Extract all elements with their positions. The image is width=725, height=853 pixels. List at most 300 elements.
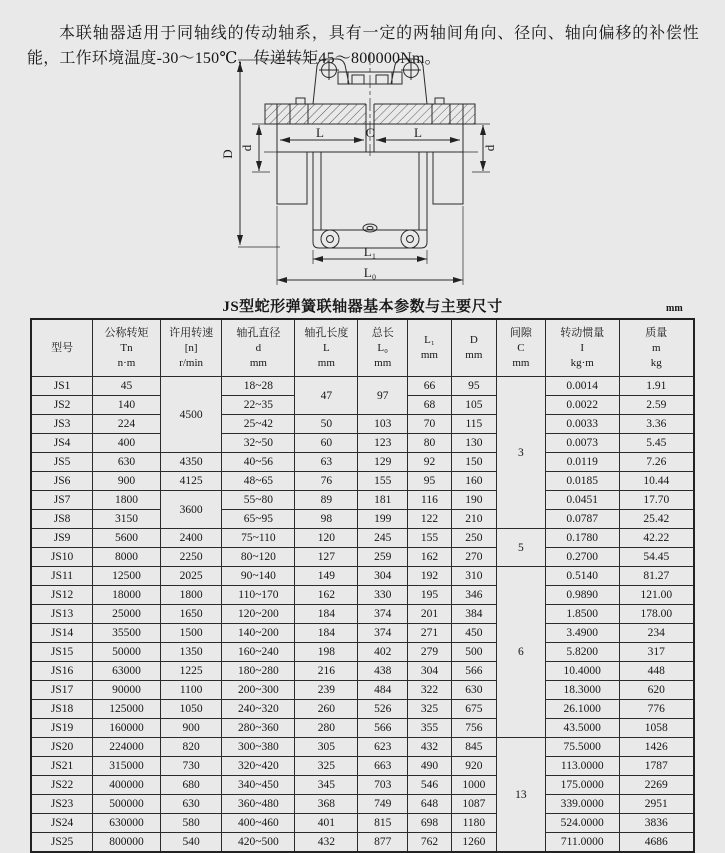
table-cell: 524.0000 (545, 814, 619, 833)
table-cell: JS4 (31, 434, 93, 453)
table-cell: 18000 (93, 586, 161, 605)
table-cell: 210 (451, 510, 496, 529)
table-cell: 0.0119 (545, 453, 619, 472)
table-cell: 3150 (93, 510, 161, 529)
table-cell: 4350 (160, 453, 222, 472)
table-cell: 122 (408, 510, 452, 529)
table-cell: 149 (295, 567, 358, 586)
table-cell: 103 (358, 415, 408, 434)
table-cell: 384 (451, 605, 496, 624)
table-cell: 92 (408, 453, 452, 472)
table-cell: 127 (295, 548, 358, 567)
table-cell: JS18 (31, 700, 93, 719)
table-row (31, 567, 694, 586)
table-cell: 3 (496, 377, 545, 529)
table-cell: 234 (619, 624, 694, 643)
table-cell: 345 (295, 776, 358, 795)
table-cell: 97 (358, 377, 408, 415)
table-cell: 98 (295, 510, 358, 529)
table-cell: 260 (295, 700, 358, 719)
table-cell: 630 (451, 681, 496, 700)
table-cell: 4125 (160, 472, 222, 491)
table-cell: 320~420 (222, 757, 295, 776)
table-cell: 0.0022 (545, 396, 619, 415)
table-cell: 1350 (160, 643, 222, 662)
table-cell: 0.5140 (545, 567, 619, 586)
table-cell: JS22 (31, 776, 93, 795)
table-cell: 762 (408, 833, 452, 853)
table-cell: 1787 (619, 757, 694, 776)
table-cell: 271 (408, 624, 452, 643)
col-header-big-d: D mm (451, 319, 496, 377)
table-cell: 80~120 (222, 548, 295, 567)
table-cell: 129 (358, 453, 408, 472)
table-cell: 4500 (160, 377, 222, 453)
label-D: D (220, 149, 235, 159)
table-cell: 130 (451, 434, 496, 453)
table-cell: 13 (496, 738, 545, 853)
table-cell: 250 (451, 529, 496, 548)
table-cell: 89 (295, 491, 358, 510)
table-cell: 6 (496, 567, 545, 738)
table-cell: JS1 (31, 377, 93, 396)
table-cell: 3600 (160, 491, 222, 529)
table-cell: 80 (408, 434, 452, 453)
table-cell: 2400 (160, 529, 222, 548)
table-cell: 1650 (160, 605, 222, 624)
table-cell: 155 (408, 529, 452, 548)
table-cell: JS20 (31, 738, 93, 757)
table-cell: 1087 (451, 795, 496, 814)
table-cell: 304 (358, 567, 408, 586)
table-cell: 181 (358, 491, 408, 510)
table-cell: 121.00 (619, 586, 694, 605)
col-header-bore-dia: 轴孔直径 d mm (222, 319, 295, 377)
table-cell: 178.00 (619, 605, 694, 624)
table-cell: 1800 (93, 491, 161, 510)
table-cell: 0.9890 (545, 586, 619, 605)
table-cell: 95 (451, 377, 496, 396)
table-row (31, 776, 694, 795)
table-cell: 43.5000 (545, 719, 619, 738)
table-cell: JS24 (31, 814, 93, 833)
table-cell: 201 (408, 605, 452, 624)
table-cell: 401 (295, 814, 358, 833)
table-cell: 45 (93, 377, 161, 396)
label-d-right: d (482, 144, 497, 152)
col-header-torque: 公称转矩 Tn n·m (93, 319, 161, 377)
table-cell: 438 (358, 662, 408, 681)
table-cell: 2250 (160, 548, 222, 567)
table-cell: 63 (295, 453, 358, 472)
table-cell: 400~460 (222, 814, 295, 833)
table-cell: 48~65 (222, 472, 295, 491)
table-cell: 25.42 (619, 510, 694, 529)
table-cell: 68 (408, 396, 452, 415)
table-cell: 259 (358, 548, 408, 567)
table-cell: JS14 (31, 624, 93, 643)
table-cell: 18.3000 (545, 681, 619, 700)
table-cell: 116 (408, 491, 452, 510)
table-cell: 1.8500 (545, 605, 619, 624)
table-cell: 900 (93, 472, 161, 491)
table-cell: 0.1780 (545, 529, 619, 548)
table-cell: 484 (358, 681, 408, 700)
table-cell: 820 (160, 738, 222, 757)
table-row (31, 491, 694, 510)
table-unit-note: mm (666, 303, 683, 314)
table-cell: 355 (408, 719, 452, 738)
table-cell: 546 (408, 776, 452, 795)
spec-table-body (31, 377, 694, 853)
table-cell: JS9 (31, 529, 93, 548)
table-cell: 12500 (93, 567, 161, 586)
table-cell: 5.8200 (545, 643, 619, 662)
table-cell: 432 (295, 833, 358, 853)
spec-header-row (31, 319, 694, 377)
label-L1: L₁ (363, 244, 377, 259)
table-cell: 224 (93, 415, 161, 434)
table-cell: 340~450 (222, 776, 295, 795)
table-cell: 65~95 (222, 510, 295, 529)
intro-paragraph: 本联轴器适用于同轴线的传动轴系，具有一定的两轴间角向、径向、轴向偏移的补偿性能，工作环境温度-30～150℃，传递转矩45～800000Nm。 (27, 25, 699, 67)
table-cell: 120~200 (222, 605, 295, 624)
table-cell: 150 (451, 453, 496, 472)
table-cell: 1500 (160, 624, 222, 643)
table-cell: 920 (451, 757, 496, 776)
table-cell: 25000 (93, 605, 161, 624)
table-cell: 877 (358, 833, 408, 853)
table-cell: JS12 (31, 586, 93, 605)
table-cell: 155 (358, 472, 408, 491)
table-cell: JS5 (31, 453, 93, 472)
table-cell: JS11 (31, 567, 93, 586)
table-cell: 300~380 (222, 738, 295, 757)
table-cell: 566 (451, 662, 496, 681)
table-row (31, 453, 694, 472)
table-cell: 113.0000 (545, 757, 619, 776)
table-row (31, 377, 694, 396)
table-cell: 7.26 (619, 453, 694, 472)
table-cell: 1800 (160, 586, 222, 605)
table-cell: 315000 (93, 757, 161, 776)
table-cell: 76 (295, 472, 358, 491)
table-row (31, 415, 694, 434)
table-cell: 730 (160, 757, 222, 776)
table-cell: 623 (358, 738, 408, 757)
table-cell: 374 (358, 605, 408, 624)
table-cell: 703 (358, 776, 408, 795)
table-cell: 1000 (451, 776, 496, 795)
table-cell: 199 (358, 510, 408, 529)
table-cell: 402 (358, 643, 408, 662)
table-cell: 663 (358, 757, 408, 776)
table-cell: 26.1000 (545, 700, 619, 719)
table-cell: 0.2700 (545, 548, 619, 567)
table-cell: 239 (295, 681, 358, 700)
table-cell: 540 (160, 833, 222, 853)
table-cell: 42.22 (619, 529, 694, 548)
table-cell: 2269 (619, 776, 694, 795)
col-header-gap: 间隙 C mm (496, 319, 545, 377)
table-row (31, 833, 694, 853)
table-cell: 50000 (93, 643, 161, 662)
table-cell: 630 (93, 453, 161, 472)
table-cell: 448 (619, 662, 694, 681)
table-cell: 1.91 (619, 377, 694, 396)
table-cell: JS10 (31, 548, 93, 567)
table-cell: 580 (160, 814, 222, 833)
table-cell: 279 (408, 643, 452, 662)
col-header-l1: L₁ mm (408, 319, 452, 377)
table-cell: 63000 (93, 662, 161, 681)
table-cell: 680 (160, 776, 222, 795)
table-cell: 1050 (160, 700, 222, 719)
table-cell: 526 (358, 700, 408, 719)
hub-left (277, 152, 307, 204)
table-cell: 339.0000 (545, 795, 619, 814)
col-header-bore-len: 轴孔长度 L mm (295, 319, 358, 377)
table-cell: 1100 (160, 681, 222, 700)
label-d-left: d (239, 144, 254, 152)
table-cell: 120 (295, 529, 358, 548)
table-cell: 3.4900 (545, 624, 619, 643)
table-row (31, 624, 694, 643)
table-cell: 125000 (93, 700, 161, 719)
spec-table (30, 318, 695, 853)
col-header-model: 型号 (31, 319, 93, 377)
table-cell: 160~240 (222, 643, 295, 662)
table-cell: 115 (451, 415, 496, 434)
table-row (31, 700, 694, 719)
table-cell: 420~500 (222, 833, 295, 853)
table-cell: 1260 (451, 833, 496, 853)
table-cell: 749 (358, 795, 408, 814)
table-cell: 432 (408, 738, 452, 757)
table-cell: 1426 (619, 738, 694, 757)
table-cell: 1180 (451, 814, 496, 833)
table-cell: 845 (451, 738, 496, 757)
table-cell: 90~140 (222, 567, 295, 586)
label-L-left: L (316, 125, 324, 140)
table-cell: 184 (295, 624, 358, 643)
table-row (31, 548, 694, 567)
sleeve-outline (313, 152, 427, 248)
table-row (31, 529, 694, 548)
table-cell: JS21 (31, 757, 93, 776)
table-row (31, 738, 694, 757)
bolt-left (321, 230, 339, 248)
table-cell: 400000 (93, 776, 161, 795)
table-cell: 160000 (93, 719, 161, 738)
table-cell: 54.45 (619, 548, 694, 567)
label-L0: L₀ (363, 265, 377, 280)
table-cell: 3836 (619, 814, 694, 833)
table-cell: 1225 (160, 662, 222, 681)
table-cell: 25~42 (222, 415, 295, 434)
table-cell: 60 (295, 434, 358, 453)
table-row (31, 757, 694, 776)
table-cell: 490 (408, 757, 452, 776)
bolt-right (401, 230, 419, 248)
table-cell: 75~110 (222, 529, 295, 548)
table-cell: 195 (408, 586, 452, 605)
table-row (31, 643, 694, 662)
table-cell: JS15 (31, 643, 93, 662)
table-cell: 18~28 (222, 377, 295, 396)
table-cell: 245 (358, 529, 408, 548)
table-cell: JS7 (31, 491, 93, 510)
table-cell: 450 (451, 624, 496, 643)
table-cell: 190 (451, 491, 496, 510)
table-cell: JS2 (31, 396, 93, 415)
table-cell: 5.45 (619, 434, 694, 453)
table-cell: JS8 (31, 510, 93, 529)
table-cell: 240~320 (222, 700, 295, 719)
table-row (31, 472, 694, 491)
table-cell: 123 (358, 434, 408, 453)
table-cell: 346 (451, 586, 496, 605)
table-cell: 140 (93, 396, 161, 415)
coupling-drawing (180, 52, 542, 292)
table-cell: 500 (451, 643, 496, 662)
table-cell: 47 (295, 377, 358, 415)
table-cell: 40~56 (222, 453, 295, 472)
table-cell: 2025 (160, 567, 222, 586)
table-cell: 175.0000 (545, 776, 619, 795)
table-cell: 200~300 (222, 681, 295, 700)
table-cell: 198 (295, 643, 358, 662)
table-cell: 900 (160, 719, 222, 738)
table-cell: 184 (295, 605, 358, 624)
table-cell: JS17 (31, 681, 93, 700)
label-L-right: L (414, 125, 422, 140)
table-cell: 32~50 (222, 434, 295, 453)
table-cell: 566 (358, 719, 408, 738)
table-cell: JS16 (31, 662, 93, 681)
hub-right (433, 152, 463, 204)
table-cell: 160 (451, 472, 496, 491)
coupling-section-view (180, 52, 542, 292)
table-cell: 310 (451, 567, 496, 586)
table-cell: 630000 (93, 814, 161, 833)
table-cell: 2.59 (619, 396, 694, 415)
table-cell: 756 (451, 719, 496, 738)
col-header-mass: 质量 m kg (619, 319, 694, 377)
table-cell: 0.0014 (545, 377, 619, 396)
table-cell: JS23 (31, 795, 93, 814)
table-cell: 10.4000 (545, 662, 619, 681)
spec-table-head (31, 319, 694, 377)
table-cell: 50 (295, 415, 358, 434)
col-header-total-len: 总长 L₀ mm (358, 319, 408, 377)
table-cell: 711.0000 (545, 833, 619, 853)
table-cell: 500000 (93, 795, 161, 814)
table-cell: 330 (358, 586, 408, 605)
table-cell: 322 (408, 681, 452, 700)
table-cell: 270 (451, 548, 496, 567)
table-row (31, 719, 694, 738)
table-cell: 0.0185 (545, 472, 619, 491)
table-cell: 110~170 (222, 586, 295, 605)
table-cell: 776 (619, 700, 694, 719)
table-cell: JS3 (31, 415, 93, 434)
table-cell: 0.0451 (545, 491, 619, 510)
table-cell: 325 (295, 757, 358, 776)
table-cell: 192 (408, 567, 452, 586)
table-row (31, 605, 694, 624)
table-cell: 0.0033 (545, 415, 619, 434)
table-cell: 3.36 (619, 415, 694, 434)
table-cell: 5600 (93, 529, 161, 548)
table-cell: 224000 (93, 738, 161, 757)
col-header-speed: 许用转速 [n] r/min (160, 319, 222, 377)
table-cell: JS6 (31, 472, 93, 491)
table-cell: 105 (451, 396, 496, 415)
table-cell: 22~35 (222, 396, 295, 415)
table-cell: 55~80 (222, 491, 295, 510)
table-cell: 17.70 (619, 491, 694, 510)
table-cell: 1058 (619, 719, 694, 738)
table-cell: 10.44 (619, 472, 694, 491)
table-cell: 90000 (93, 681, 161, 700)
table-cell: JS19 (31, 719, 93, 738)
table-row (31, 434, 694, 453)
table-cell: 0.0073 (545, 434, 619, 453)
table-row (31, 662, 694, 681)
table-row (31, 586, 694, 605)
table-cell: 4686 (619, 833, 694, 853)
table-cell: 400 (93, 434, 161, 453)
table-cell: 630 (160, 795, 222, 814)
table-cell: 162 (408, 548, 452, 567)
table-cell: 360~480 (222, 795, 295, 814)
table-cell: 35500 (93, 624, 161, 643)
table-cell: 180~280 (222, 662, 295, 681)
table-cell: 216 (295, 662, 358, 681)
table-cell: 800000 (93, 833, 161, 853)
table-cell: 368 (295, 795, 358, 814)
table-cell: 66 (408, 377, 452, 396)
table-cell: 0.0787 (545, 510, 619, 529)
table-cell: 280~360 (222, 719, 295, 738)
table-cell: JS25 (31, 833, 93, 853)
table-row (31, 681, 694, 700)
table-cell: 8000 (93, 548, 161, 567)
table-cell: 815 (358, 814, 408, 833)
table-cell: 374 (358, 624, 408, 643)
table-row (31, 814, 694, 833)
table-cell: 2951 (619, 795, 694, 814)
col-header-inertia: 转动惯量 I kg·m (545, 319, 619, 377)
table-cell: 325 (408, 700, 452, 719)
label-C: C (365, 125, 375, 140)
table-cell: 305 (295, 738, 358, 757)
table-cell: 70 (408, 415, 452, 434)
table-cell: 75.5000 (545, 738, 619, 757)
table-cell: 95 (408, 472, 452, 491)
table-cell: 162 (295, 586, 358, 605)
table-cell: 304 (408, 662, 452, 681)
table-cell: 675 (451, 700, 496, 719)
table-cell: 81.27 (619, 567, 694, 586)
table-cell: 317 (619, 643, 694, 662)
table-row (31, 510, 694, 529)
table-cell: 620 (619, 681, 694, 700)
table-cell: 698 (408, 814, 452, 833)
table-row (31, 795, 694, 814)
table-title: JS型蛇形弹簧联轴器基本参数与主要尺寸 (222, 299, 503, 315)
